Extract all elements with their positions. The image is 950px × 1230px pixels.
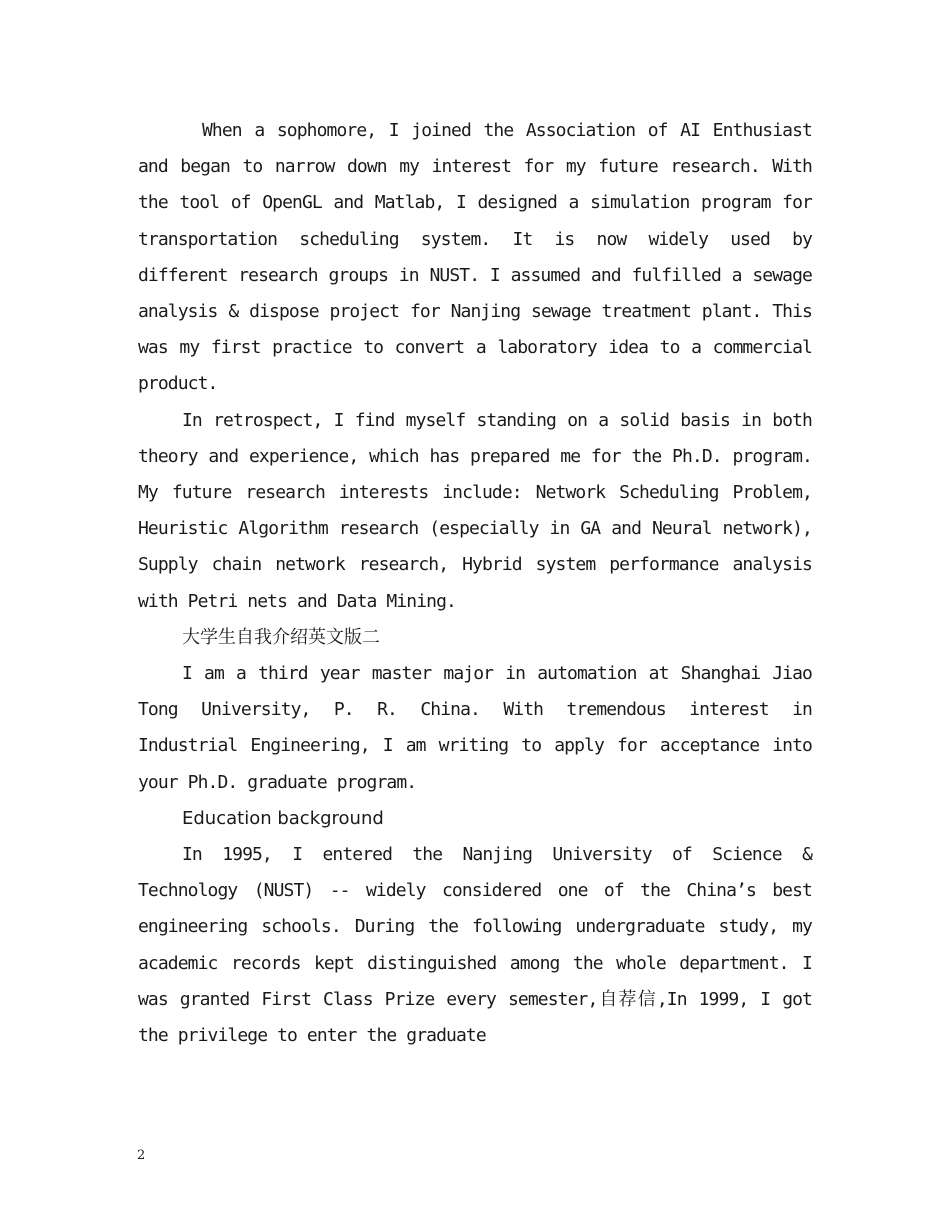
paragraph-education: In 1995, I entered the Nanjing University of Science & Technology (NUST) -- widely considered one of the China’s best engineering schools. During the following undergraduate study, my academic records kept distinguished among the whole department. I was granted First Class Prize every semester,自荐信,In 1999, I got the privilege to enter the graduate	[138, 844, 812, 1047]
education-heading: Education background	[182, 807, 384, 829]
section-title: 大学生自我介绍英文版二	[182, 626, 380, 648]
paragraph-retrospect: In retrospect, I find myself standing on a solid basis in both theory and experience, which has prepared me for the Ph.D. program. My future research interests include: Network Scheduling Problem, Heuristic Algorithm research (especially in GA and Neural network), Supply chain network research, Hybrid system performance analysis with Petri nets and Data Mining.	[138, 409, 812, 612]
paragraph-introduction: I am a third year master major in automation at Shanghai Jiao Tong University, P. R. China. With tremendous interest in Industrial Engineering, I am writing to apply for acceptance into your Ph.D. graduate program.	[138, 663, 812, 793]
paragraph-association: When a sophomore, I joined the Association of AI Enthusiast and began to narrow down my interest for my future research. With the tool of OpenGL and Matlab, I designed a simulation program for transportation scheduling system. It is now widely used by different research groups in NUST. I assumed and fulfilled a sewage analysis & dispose project for Nanjing sewage treatment plant. This was my first practice to convert a laboratory idea to a commercial product.	[138, 120, 812, 395]
page-number: 2	[137, 1148, 146, 1163]
document-body	[138, 113, 812, 1054]
